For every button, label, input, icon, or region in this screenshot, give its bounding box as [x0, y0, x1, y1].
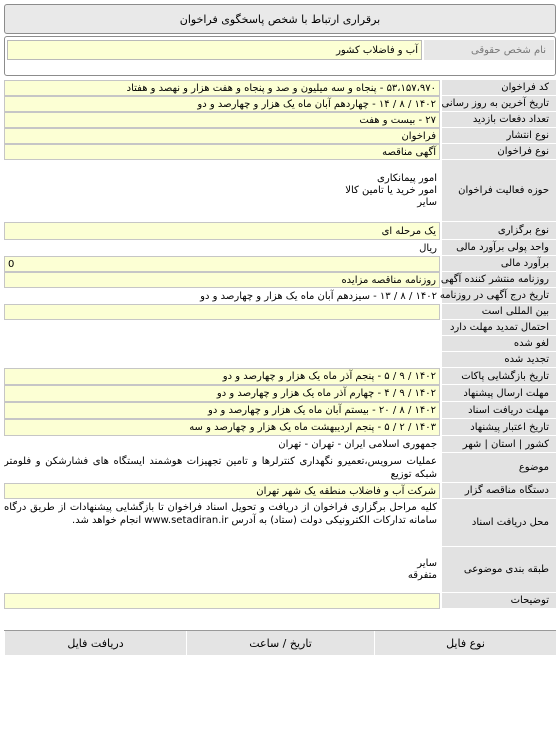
row-label: لغو شده: [442, 336, 556, 352]
classification-item: متفرقه: [407, 570, 437, 581]
contact-panel: [4, 36, 556, 76]
row-label: واحد پولی برآورد مالی: [442, 240, 556, 256]
download-file-header: دریافت فایل: [4, 631, 186, 655]
row-bid-deadline: [4, 385, 556, 402]
row-label: تاریخ بازگشایی پاکات: [442, 368, 556, 385]
row-value: [4, 304, 440, 320]
row-opening-date: [4, 368, 556, 385]
row-label: تاریخ آخرین به روز رسانی: [442, 96, 556, 112]
row-value: [4, 547, 440, 593]
row-value: جمهوری اسلامی ایران - تهران - تهران: [4, 436, 440, 453]
row-label: تاریخ درج آگهی در روزنامه: [442, 288, 556, 304]
row-label: بین المللی است: [442, 304, 556, 320]
row-document-location: [4, 499, 556, 547]
row-label: کشور | استان | شهر: [442, 436, 556, 453]
row-value: عملیات سرویس،تعمیرو نگهداری کنترلرها و تامین تجهیزات هوشمند ایستگاه های فشارشکن و فلومتر شبکه توزیع: [4, 453, 440, 483]
row-cancelled: [4, 336, 556, 352]
row-label: تجدید شده: [442, 352, 556, 368]
row-value: [4, 352, 440, 368]
contact-label: نام شخص حقوقی: [424, 40, 554, 60]
row-value: کلیه مراحل برگزاری فراخوان از دریافت و تحویل اسناد فراخوان تا بازگشایی پیشنهادات از طریق درگاه سامانه تدارکات الکترونیکی دولت (ستاد) به آدرس www.setadiran.ir انجام خواهد شد.: [4, 499, 440, 547]
row-label: تاریخ اعتبار پیشنهاد: [442, 419, 556, 436]
row-description: [4, 593, 556, 609]
row-label: روزنامه منتشر کننده آگهی: [442, 272, 556, 288]
row-value: ۵۳،۱۵۷،۹۷۰ - پنجاه و سه میلیون و صد و پنجاه و هفت هزار و نهصد و هفتاد: [4, 80, 440, 96]
row-label: برآورد مالی: [442, 256, 556, 272]
row-tender-type: [4, 144, 556, 160]
row-code: [4, 80, 556, 96]
row-currency: [4, 240, 556, 256]
row-value: 0: [4, 256, 440, 272]
row-value: ۱۴۰۲ / ۸ / ۱۳ - سیزدهم آبان ماه یک هزار و چهارصد و دو: [4, 288, 440, 304]
activity-item: امور پیمانکاری: [377, 173, 437, 184]
row-value: ۱۴۰۲ / ۸ / ۱۴ - چهاردهم آبان ماه یک هزار و چهارصد و دو: [4, 96, 440, 112]
row-renewed: [4, 352, 556, 368]
attachments-header: [4, 630, 556, 654]
row-label: موضوع: [442, 453, 556, 483]
tender-details-table: [4, 80, 556, 609]
row-value: ریال: [4, 240, 440, 256]
row-value: فراخوان: [4, 128, 440, 144]
row-label: نوع برگزاری: [442, 222, 556, 240]
row-value: [4, 320, 440, 336]
row-last-update: [4, 96, 556, 112]
row-label: کد فراخوان: [442, 80, 556, 96]
row-label: محل دریافت اسناد: [442, 499, 556, 547]
row-label: طبقه بندی موضوعی: [442, 547, 556, 593]
row-international: [4, 304, 556, 320]
row-value: یک مرحله ای: [4, 222, 440, 240]
activity-item: امور خرید یا تامین کالا: [345, 185, 437, 196]
row-label: احتمال تمدید مهلت دارد: [442, 320, 556, 336]
date-time-header: تاریخ / ساعت: [186, 631, 374, 655]
row-holding-type: [4, 222, 556, 240]
file-type-header: نوع فایل: [374, 631, 556, 655]
row-label: مهلت ارسال پیشنهاد: [442, 385, 556, 402]
row-subject: [4, 453, 556, 483]
row-value: [4, 160, 440, 222]
classification-item: سایر: [417, 558, 437, 569]
row-label: توضیحات: [442, 593, 556, 609]
row-value: [4, 593, 440, 609]
row-extension-possible: [4, 320, 556, 336]
row-value: [4, 336, 440, 352]
row-value: ۲۷ - بیست و هفت: [4, 112, 440, 128]
row-organizer: [4, 483, 556, 499]
row-newspaper-date: [4, 288, 556, 304]
row-label: دستگاه مناقصه گزار: [442, 483, 556, 499]
page-title-text: برقراری ارتباط با شخص پاسخگوی فراخوان: [179, 12, 381, 26]
activity-item: سایر: [417, 197, 437, 208]
row-publish-type: [4, 128, 556, 144]
row-classification: [4, 547, 556, 593]
row-label: مهلت دریافت اسناد: [442, 402, 556, 419]
row-visit-count: [4, 112, 556, 128]
row-newspaper: [4, 272, 556, 288]
row-estimate: [4, 256, 556, 272]
row-value: ۱۴۰۲ / ۹ / ۵ - پنجم آذر ماه یک هزار و چهارصد و دو: [4, 368, 440, 385]
row-label: حوزه فعالیت فراخوان: [442, 160, 556, 222]
row-label: نوع انتشار: [442, 128, 556, 144]
row-bid-validity: [4, 419, 556, 436]
row-document-deadline: [4, 402, 556, 419]
row-value: ۱۴۰۲ / ۹ / ۴ - چهارم آذر ماه یک هزار و چهارصد و دو: [4, 385, 440, 402]
row-value: ۱۴۰۲ / ۸ / ۲۰ - بیستم آبان ماه یک هزار و چهارصد و دو: [4, 402, 440, 419]
row-activity-area: [4, 160, 556, 222]
contact-value: آب و فاضلاب کشور: [7, 40, 422, 60]
page-title: [4, 4, 556, 34]
row-label: تعداد دفعات بازدید: [442, 112, 556, 128]
row-value: آگهی مناقصه: [4, 144, 440, 160]
row-value: شرکت آب و فاضلاب منطقه یک شهر تهران: [4, 483, 440, 499]
row-location: [4, 436, 556, 453]
row-value: روزنامه مناقصه مزایده: [4, 272, 440, 288]
row-label: نوع فراخوان: [442, 144, 556, 160]
row-value: ۱۴۰۳ / ۲ / ۵ - پنجم اردیبهشت ماه یک هزار و چهارصد و سه: [4, 419, 440, 436]
